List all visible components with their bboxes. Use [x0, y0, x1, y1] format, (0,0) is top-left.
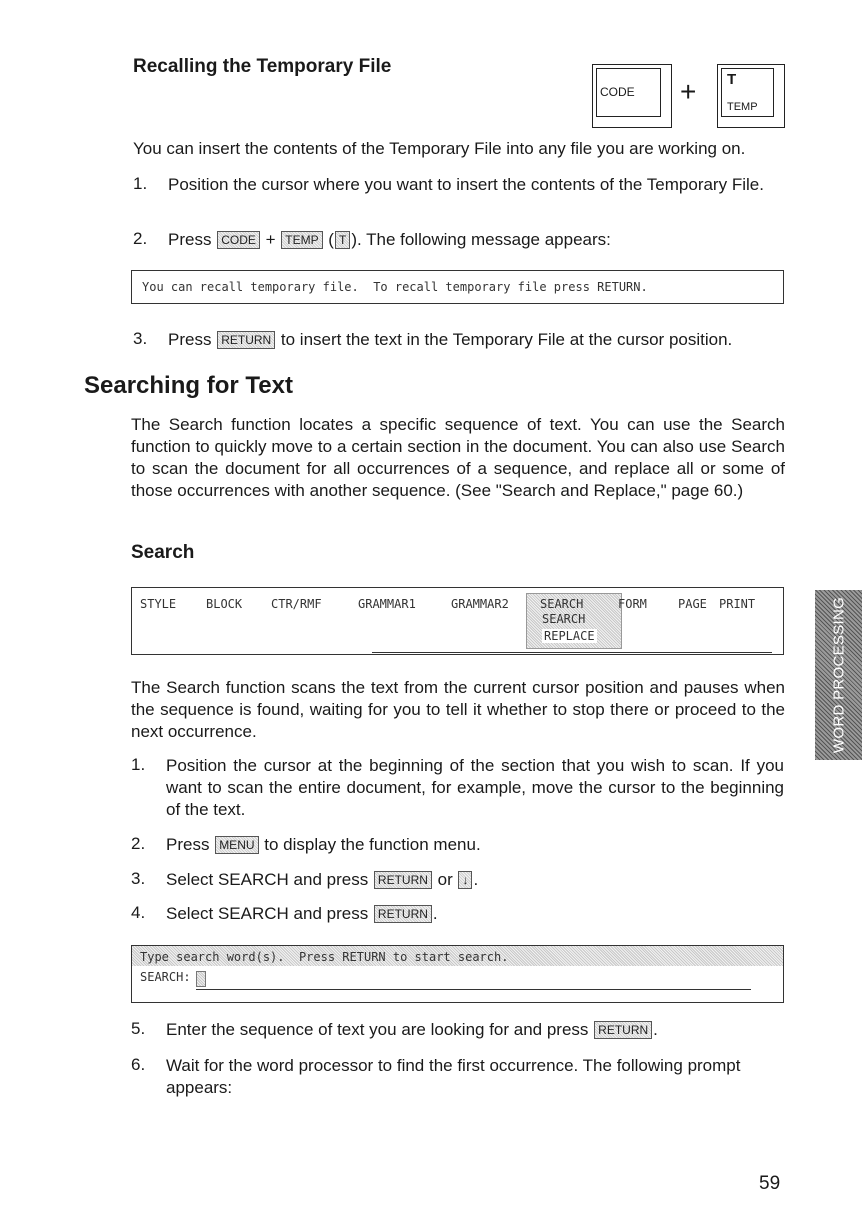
- step-number: 2.: [133, 229, 148, 248]
- return-keycap: RETURN: [374, 871, 432, 889]
- return-keycap: RETURN: [374, 905, 432, 923]
- chapter-tab: [815, 590, 862, 760]
- submenu-item-search[interactable]: SEARCH: [542, 612, 586, 626]
- search-input[interactable]: [196, 989, 751, 990]
- menu-screen: [131, 587, 784, 655]
- menu-item-block[interactable]: BLOCK: [206, 597, 243, 611]
- section-heading-recall: Recalling the Temporary File: [133, 56, 392, 77]
- search-prompt-message: Type search word(s). Press RETURN to start search.: [140, 950, 509, 964]
- chapter-tab-label: WORD PROCESSING: [830, 596, 847, 754]
- search-field-label: SEARCH:: [140, 970, 191, 984]
- plus-sign: +: [680, 76, 697, 107]
- search-paragraph: The Search function scans the text from the current cursor position and pauses when the sequence is found, waiting for you to tell it whether to stop there or proceed to the next occurrence.: [131, 678, 785, 741]
- step-number: 1.: [133, 174, 148, 193]
- step-number: 1.: [131, 755, 146, 774]
- submenu-item-replace[interactable]: REPLACE: [544, 629, 595, 643]
- menu-item-page[interactable]: PAGE: [678, 597, 707, 611]
- search-intro: The Search function locates a specific sequence of text. You can use the Search function to quickly move to a certain section in the document. You can also use Search to scan the document for all occurrences of a sequence, and replace all or some of those occurrences with another sequence. (See "Search and Replace," page 60.): [131, 415, 785, 500]
- page-number: 59: [759, 1173, 781, 1194]
- temp-key-bottom-label: TEMP: [727, 101, 758, 113]
- temp-keycap: TEMP: [281, 231, 322, 249]
- search-prompt-screen: [131, 945, 784, 1003]
- menu-item-style[interactable]: STYLE: [140, 597, 177, 611]
- message-screen: [131, 270, 784, 304]
- step-number: 4.: [131, 903, 146, 922]
- search-step-2: Press MENU to display the function menu.: [166, 835, 481, 854]
- divider: [372, 652, 772, 653]
- down-arrow-icon: ↓: [458, 871, 472, 889]
- search-step-5: Enter the sequence of text you are looking for and press RETURN .: [166, 1020, 658, 1039]
- cursor-icon: [196, 971, 206, 987]
- recall-step-3: Press RETURN to insert the text in the Temporary File at the cursor position.: [168, 330, 733, 349]
- menu-item-ctr-rmf[interactable]: CTR/RMF: [271, 597, 322, 611]
- step-number: 5.: [131, 1019, 146, 1038]
- section-heading-search: Searching for Text: [84, 372, 293, 399]
- t-keycap: T: [335, 231, 350, 249]
- code-key-icon: [592, 64, 672, 128]
- step-number: 3.: [131, 869, 146, 888]
- recall-step-2: Press CODE + TEMP ( T ). The following message appears:: [168, 230, 611, 249]
- menu-item-grammar1[interactable]: GRAMMAR1: [358, 597, 416, 611]
- search-step-1: Position the cursor at the beginning of the section that you wish to scan. If you want to scan the entire document, for example, move the cursor to the beginning of the text.: [166, 756, 784, 819]
- search-step-3: Select SEARCH and press RETURN or ↓ .: [166, 870, 479, 889]
- subheading-search: Search: [131, 542, 195, 563]
- code-keycap: CODE: [217, 231, 260, 249]
- return-keycap: RETURN: [594, 1021, 652, 1039]
- recall-step-1: Position the cursor where you want to insert the contents of the Temporary File.: [168, 175, 764, 194]
- step-number: 6.: [131, 1055, 146, 1074]
- step-number: 2.: [131, 834, 146, 853]
- search-step-4: Select SEARCH and press RETURN .: [166, 904, 438, 923]
- temp-key-top-label: T: [727, 71, 737, 88]
- menu-item-print[interactable]: PRINT: [719, 597, 756, 611]
- search-step-6: Wait for the word processor to find the first occurrence. The following prompt appears:: [166, 1056, 741, 1097]
- code-key-label: CODE: [600, 85, 635, 99]
- return-keycap: RETURN: [217, 331, 275, 349]
- menu-item-form[interactable]: FORM: [618, 597, 647, 611]
- step-number: 3.: [133, 329, 148, 348]
- menu-item-search[interactable]: SEARCH: [540, 597, 584, 611]
- recall-message: You can recall temporary file. To recall temporary file press RETURN.: [142, 280, 648, 294]
- menu-keycap: MENU: [215, 836, 258, 854]
- menu-item-grammar2[interactable]: GRAMMAR2: [451, 597, 509, 611]
- temp-key-icon: [717, 64, 785, 128]
- recall-intro: You can insert the contents of the Temporary File into any file you are working on.: [133, 139, 746, 158]
